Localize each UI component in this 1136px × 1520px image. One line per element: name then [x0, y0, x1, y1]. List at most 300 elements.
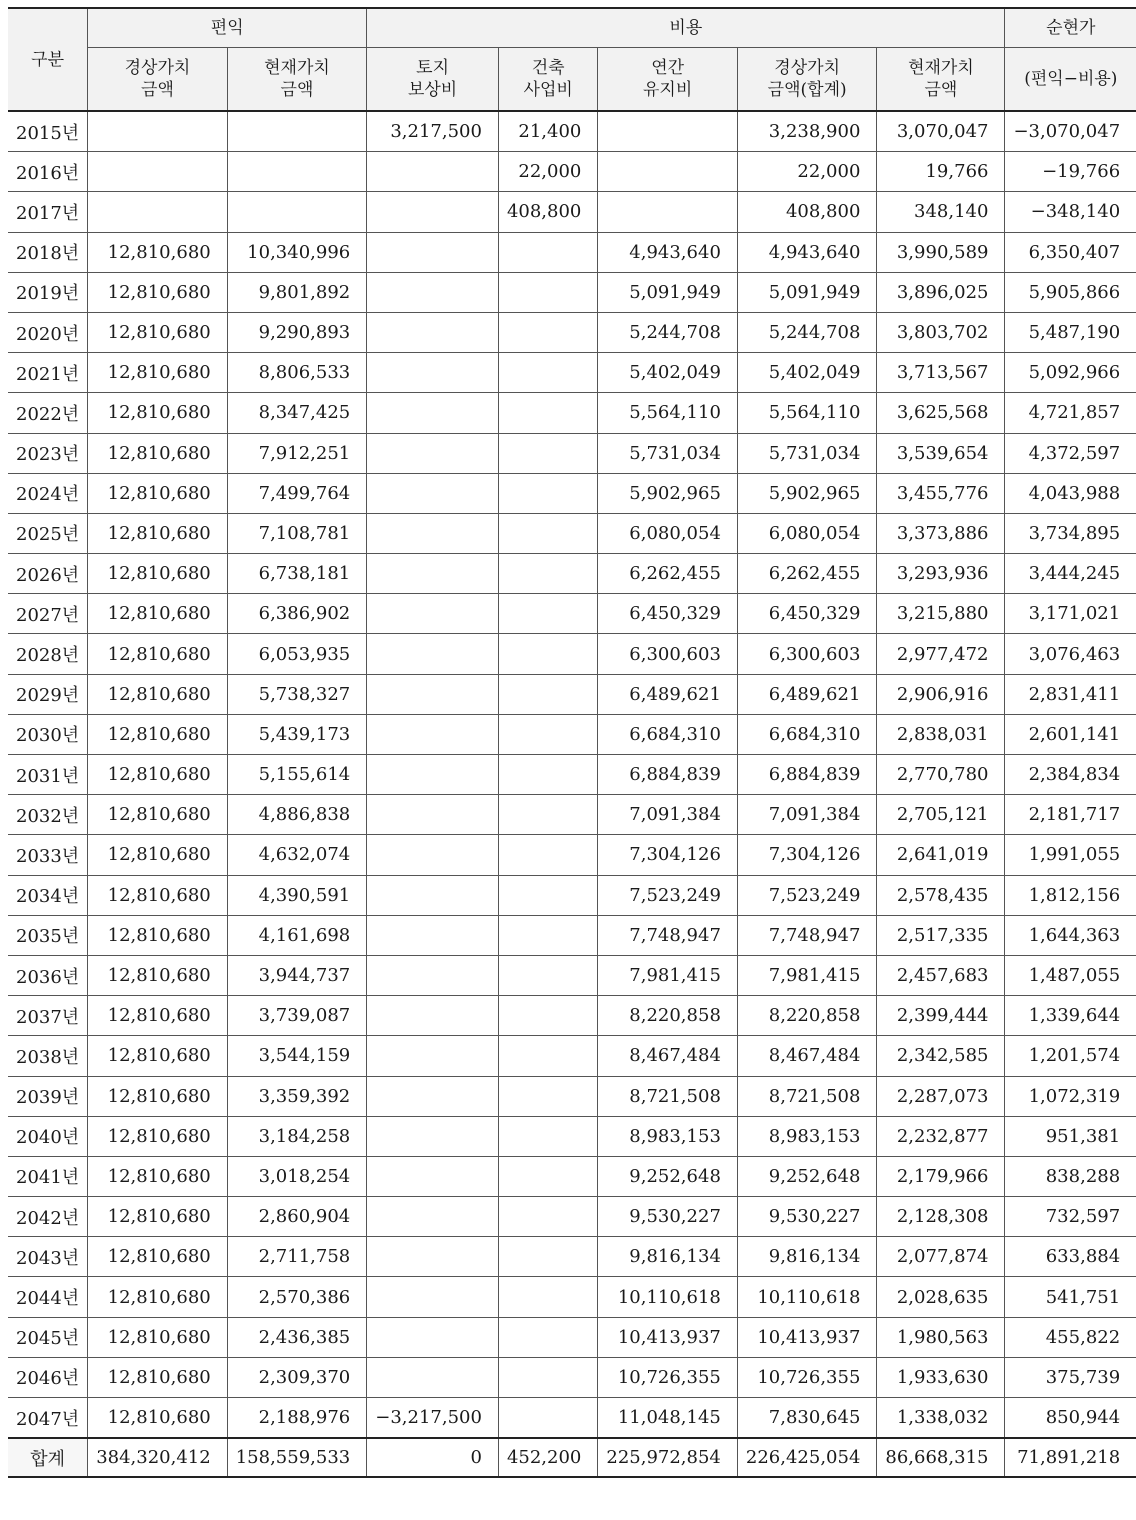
annual-maintenance-cell: 9,816,134 [598, 1237, 738, 1277]
table-row [8, 875, 1136, 915]
construction-cost-cell [498, 755, 597, 795]
npv-cell: 1,812,156 [1005, 875, 1136, 915]
cost-nominal-cell: 5,902,965 [737, 473, 877, 513]
benefit-nominal-cell: 12,810,680 [88, 393, 228, 433]
benefit-present-cell: 2,188,976 [227, 1398, 367, 1439]
cost-nominal-cell: 8,983,153 [737, 1116, 877, 1156]
benefit-present-cell [227, 192, 367, 232]
cost-present-cell: 19,766 [877, 152, 1005, 192]
npv-cell: 633,884 [1005, 1237, 1136, 1277]
construction-cost-cell [498, 1197, 597, 1237]
construction-cost-cell [498, 634, 597, 674]
annual-maintenance-cell: 9,530,227 [598, 1197, 738, 1237]
total-npv-cell: 71,891,218 [1005, 1438, 1136, 1477]
land-compensation-cell [367, 1197, 499, 1237]
npv-cell: 375,739 [1005, 1357, 1136, 1397]
cost-present-cell: 1,933,630 [877, 1357, 1005, 1397]
cost-present-cell: 3,070,047 [877, 111, 1005, 152]
benefit-nominal-cell [88, 192, 228, 232]
annual-maintenance-cell: 10,413,937 [598, 1317, 738, 1357]
benefit-nominal-cell: 12,810,680 [88, 674, 228, 714]
table-row [8, 1156, 1136, 1196]
benefit-nominal-cell: 12,810,680 [88, 755, 228, 795]
npv-cell: 2,831,411 [1005, 674, 1136, 714]
annual-maintenance-cell: 5,402,049 [598, 353, 738, 393]
cost-present-cell: 2,232,877 [877, 1116, 1005, 1156]
land-compensation-cell [367, 513, 499, 553]
cost-present-cell: 2,906,916 [877, 674, 1005, 714]
annual-maintenance-cell: 6,450,329 [598, 594, 738, 634]
table-row [8, 674, 1136, 714]
cost-present-cell: 2,077,874 [877, 1237, 1005, 1277]
total-annual-maintenance-cell: 225,972,854 [598, 1438, 738, 1477]
cost-present-cell: 3,625,568 [877, 393, 1005, 433]
benefit-present-cell: 2,309,370 [227, 1357, 367, 1397]
annual-maintenance-cell: 4,943,640 [598, 232, 738, 272]
annual-maintenance-cell: 6,684,310 [598, 714, 738, 754]
year-cell: 2018년 [8, 232, 88, 272]
year-cell: 2025년 [8, 513, 88, 553]
benefit-present-cell: 4,632,074 [227, 835, 367, 875]
benefit-nominal-cell: 12,810,680 [88, 1197, 228, 1237]
npv-cell: 850,944 [1005, 1398, 1136, 1439]
year-cell: 2033년 [8, 835, 88, 875]
benefit-present-cell: 9,801,892 [227, 272, 367, 312]
land-compensation-cell [367, 232, 499, 272]
benefit-present-cell: 3,544,159 [227, 1036, 367, 1076]
cost-present-cell: 2,179,966 [877, 1156, 1005, 1196]
cost-nominal-cell: 6,450,329 [737, 594, 877, 634]
year-cell: 2040년 [8, 1116, 88, 1156]
cost-present-cell: 3,713,567 [877, 353, 1005, 393]
cost-present-cell: 2,028,635 [877, 1277, 1005, 1317]
table-row [8, 192, 1136, 232]
table-container [8, 7, 1136, 1478]
table-row [8, 393, 1136, 433]
construction-cost-cell [498, 1398, 597, 1439]
year-cell: 2031년 [8, 755, 88, 795]
land-compensation-cell [367, 1237, 499, 1277]
table-row [8, 353, 1136, 393]
benefit-present-cell: 2,570,386 [227, 1277, 367, 1317]
year-cell: 2043년 [8, 1237, 88, 1277]
npv-cell: 5,905,866 [1005, 272, 1136, 312]
land-compensation-cell [367, 1116, 499, 1156]
construction-cost-cell [498, 554, 597, 594]
npv-cell: 1,339,644 [1005, 996, 1136, 1036]
npv-cell: 3,444,245 [1005, 554, 1136, 594]
year-cell: 2036년 [8, 955, 88, 995]
cost-nominal-cell: 6,489,621 [737, 674, 877, 714]
annual-maintenance-cell: 8,721,508 [598, 1076, 738, 1116]
cost-nominal-cell: 8,467,484 [737, 1036, 877, 1076]
benefit-nominal-cell: 12,810,680 [88, 433, 228, 473]
cost-present-cell: 3,455,776 [877, 473, 1005, 513]
benefit-nominal-cell [88, 152, 228, 192]
cost-present-cell: 2,287,073 [877, 1076, 1005, 1116]
benefit-present-cell: 3,359,392 [227, 1076, 367, 1116]
annual-maintenance-cell: 5,244,708 [598, 312, 738, 352]
construction-cost-cell [498, 1277, 597, 1317]
benefit-cost-table [8, 7, 1136, 1478]
land-compensation-cell: 3,217,500 [367, 111, 499, 152]
benefit-nominal-cell [88, 111, 228, 152]
header-benefit-present: 현재가치 금액 [227, 48, 367, 112]
land-compensation-cell [367, 1036, 499, 1076]
npv-cell: 1,072,319 [1005, 1076, 1136, 1116]
annual-maintenance-cell: 8,467,484 [598, 1036, 738, 1076]
land-compensation-cell [367, 1076, 499, 1116]
construction-cost-cell [498, 1317, 597, 1357]
cost-nominal-cell: 8,721,508 [737, 1076, 877, 1116]
annual-maintenance-cell: 6,489,621 [598, 674, 738, 714]
benefit-nominal-cell: 12,810,680 [88, 554, 228, 594]
benefit-present-cell: 8,347,425 [227, 393, 367, 433]
cost-nominal-cell: 5,731,034 [737, 433, 877, 473]
cost-nominal-cell: 7,830,645 [737, 1398, 877, 1439]
benefit-present-cell: 5,439,173 [227, 714, 367, 754]
npv-cell: 6,350,407 [1005, 232, 1136, 272]
table-row [8, 312, 1136, 352]
annual-maintenance-cell: 8,220,858 [598, 996, 738, 1036]
npv-cell: 2,384,834 [1005, 755, 1136, 795]
benefit-nominal-cell: 12,810,680 [88, 1237, 228, 1277]
cost-nominal-cell: 7,091,384 [737, 795, 877, 835]
year-cell: 2017년 [8, 192, 88, 232]
benefit-present-cell: 3,018,254 [227, 1156, 367, 1196]
year-cell: 2023년 [8, 433, 88, 473]
construction-cost-cell: 408,800 [498, 192, 597, 232]
benefit-nominal-cell: 12,810,680 [88, 272, 228, 312]
cost-nominal-cell: 6,262,455 [737, 554, 877, 594]
total-cost-present-cell: 86,668,315 [877, 1438, 1005, 1477]
cost-present-cell: 3,373,886 [877, 513, 1005, 553]
benefit-present-cell: 5,738,327 [227, 674, 367, 714]
cost-nominal-cell: 7,748,947 [737, 915, 877, 955]
construction-cost-cell [498, 513, 597, 553]
cost-present-cell: 3,293,936 [877, 554, 1005, 594]
npv-cell: 5,487,190 [1005, 312, 1136, 352]
benefit-present-cell: 4,161,698 [227, 915, 367, 955]
cost-nominal-cell: 5,402,049 [737, 353, 877, 393]
construction-cost-cell [498, 353, 597, 393]
benefit-present-cell: 4,886,838 [227, 795, 367, 835]
cost-present-cell: 3,990,589 [877, 232, 1005, 272]
annual-maintenance-cell: 7,981,415 [598, 955, 738, 995]
table-row [8, 152, 1136, 192]
land-compensation-cell [367, 393, 499, 433]
benefit-present-cell: 4,390,591 [227, 875, 367, 915]
benefit-present-cell: 5,155,614 [227, 755, 367, 795]
cost-nominal-cell: 10,110,618 [737, 1277, 877, 1317]
annual-maintenance-cell: 9,252,648 [598, 1156, 738, 1196]
benefit-nominal-cell: 12,810,680 [88, 1398, 228, 1439]
construction-cost-cell [498, 393, 597, 433]
benefit-present-cell: 6,053,935 [227, 634, 367, 674]
benefit-present-cell: 6,386,902 [227, 594, 367, 634]
cost-present-cell: 2,838,031 [877, 714, 1005, 754]
cost-nominal-cell: 408,800 [737, 192, 877, 232]
table-row [8, 634, 1136, 674]
table-row [8, 835, 1136, 875]
cost-nominal-cell: 7,981,415 [737, 955, 877, 995]
benefit-present-cell: 2,436,385 [227, 1317, 367, 1357]
table-row [8, 1317, 1136, 1357]
annual-maintenance-cell: 5,091,949 [598, 272, 738, 312]
table-row [8, 272, 1136, 312]
construction-cost-cell [498, 473, 597, 513]
benefit-nominal-cell: 12,810,680 [88, 513, 228, 553]
annual-maintenance-cell: 7,091,384 [598, 795, 738, 835]
table-body [8, 111, 1136, 1477]
benefit-present-cell [227, 152, 367, 192]
benefit-nominal-cell: 12,810,680 [88, 634, 228, 674]
header-category: 구분 [8, 8, 88, 111]
header-land-compensation: 토지 보상비 [367, 48, 499, 112]
benefit-nominal-cell: 12,810,680 [88, 955, 228, 995]
cost-present-cell: 348,140 [877, 192, 1005, 232]
land-compensation-cell [367, 1317, 499, 1357]
benefit-nominal-cell: 12,810,680 [88, 594, 228, 634]
table-row [8, 795, 1136, 835]
construction-cost-cell [498, 433, 597, 473]
year-cell: 2028년 [8, 634, 88, 674]
land-compensation-cell [367, 755, 499, 795]
year-cell: 2019년 [8, 272, 88, 312]
header-npv: 순현가 [1005, 8, 1136, 48]
land-compensation-cell [367, 915, 499, 955]
year-cell: 2047년 [8, 1398, 88, 1439]
cost-nominal-cell: 22,000 [737, 152, 877, 192]
annual-maintenance-cell: 6,262,455 [598, 554, 738, 594]
cost-present-cell: 2,977,472 [877, 634, 1005, 674]
cost-nominal-cell: 6,300,603 [737, 634, 877, 674]
land-compensation-cell [367, 674, 499, 714]
header-cost: 비용 [367, 8, 1005, 48]
cost-present-cell: 2,770,780 [877, 755, 1005, 795]
table-header [8, 8, 1136, 111]
npv-cell: 5,092,966 [1005, 353, 1136, 393]
benefit-present-cell: 2,860,904 [227, 1197, 367, 1237]
cost-present-cell: 1,338,032 [877, 1398, 1005, 1439]
total-row [8, 1438, 1136, 1477]
benefit-present-cell: 3,739,087 [227, 996, 367, 1036]
land-compensation-cell [367, 433, 499, 473]
cost-present-cell: 2,517,335 [877, 915, 1005, 955]
land-compensation-cell [367, 353, 499, 393]
annual-maintenance-cell: 10,110,618 [598, 1277, 738, 1317]
npv-cell: 3,734,895 [1005, 513, 1136, 553]
benefit-nominal-cell: 12,810,680 [88, 1317, 228, 1357]
cost-nominal-cell: 7,523,249 [737, 875, 877, 915]
header-cost-present: 현재가치 금액 [877, 48, 1005, 112]
land-compensation-cell [367, 192, 499, 232]
table-row [8, 1237, 1136, 1277]
benefit-nominal-cell: 12,810,680 [88, 312, 228, 352]
land-compensation-cell [367, 312, 499, 352]
table-row [8, 714, 1136, 754]
benefit-present-cell: 6,738,181 [227, 554, 367, 594]
cost-nominal-cell: 3,238,900 [737, 111, 877, 152]
table-row [8, 1036, 1136, 1076]
table-row [8, 232, 1136, 272]
construction-cost-cell [498, 594, 597, 634]
benefit-present-cell: 10,340,996 [227, 232, 367, 272]
benefit-nominal-cell: 12,810,680 [88, 835, 228, 875]
benefit-present-cell: 2,711,758 [227, 1237, 367, 1277]
land-compensation-cell [367, 594, 499, 634]
year-cell: 2034년 [8, 875, 88, 915]
annual-maintenance-cell: 11,048,145 [598, 1398, 738, 1439]
cost-nominal-cell: 5,564,110 [737, 393, 877, 433]
npv-cell: 455,822 [1005, 1317, 1136, 1357]
npv-cell: 1,991,055 [1005, 835, 1136, 875]
land-compensation-cell [367, 634, 499, 674]
table-row [8, 473, 1136, 513]
benefit-nominal-cell: 12,810,680 [88, 1156, 228, 1196]
benefit-nominal-cell: 12,810,680 [88, 915, 228, 955]
year-cell: 2037년 [8, 996, 88, 1036]
cost-present-cell: 1,980,563 [877, 1317, 1005, 1357]
npv-cell: 951,381 [1005, 1116, 1136, 1156]
cost-nominal-cell: 9,252,648 [737, 1156, 877, 1196]
cost-present-cell: 2,399,444 [877, 996, 1005, 1036]
land-compensation-cell [367, 714, 499, 754]
benefit-present-cell: 3,944,737 [227, 955, 367, 995]
annual-maintenance-cell: 7,304,126 [598, 835, 738, 875]
land-compensation-cell [367, 1357, 499, 1397]
year-cell: 2016년 [8, 152, 88, 192]
benefit-present-cell [227, 111, 367, 152]
year-cell: 2046년 [8, 1357, 88, 1397]
cost-present-cell: 3,896,025 [877, 272, 1005, 312]
cost-present-cell: 2,342,585 [877, 1036, 1005, 1076]
construction-cost-cell [498, 714, 597, 754]
year-cell: 2045년 [8, 1317, 88, 1357]
npv-cell: −3,070,047 [1005, 111, 1136, 152]
year-cell: 2030년 [8, 714, 88, 754]
year-cell: 2022년 [8, 393, 88, 433]
cost-present-cell: 3,539,654 [877, 433, 1005, 473]
benefit-present-cell: 7,912,251 [227, 433, 367, 473]
total-construction-cost-cell: 452,200 [498, 1438, 597, 1477]
table-row [8, 433, 1136, 473]
land-compensation-cell [367, 1156, 499, 1196]
benefit-nominal-cell: 12,810,680 [88, 795, 228, 835]
land-compensation-cell [367, 955, 499, 995]
cost-present-cell: 2,641,019 [877, 835, 1005, 875]
annual-maintenance-cell: 6,884,839 [598, 755, 738, 795]
header-construction-cost: 건축 사업비 [498, 48, 597, 112]
benefit-present-cell: 8,806,533 [227, 353, 367, 393]
table-row [8, 955, 1136, 995]
year-cell: 2044년 [8, 1277, 88, 1317]
npv-cell: −19,766 [1005, 152, 1136, 192]
table-row [8, 915, 1136, 955]
table-row [8, 996, 1136, 1036]
year-cell: 2032년 [8, 795, 88, 835]
table-row [8, 1197, 1136, 1237]
cost-nominal-cell: 8,220,858 [737, 996, 877, 1036]
land-compensation-cell: −3,217,500 [367, 1398, 499, 1439]
npv-cell: −348,140 [1005, 192, 1136, 232]
header-benefit: 편익 [88, 8, 367, 48]
table-row [8, 111, 1136, 152]
construction-cost-cell [498, 996, 597, 1036]
total-label: 합계 [8, 1438, 88, 1477]
year-cell: 2041년 [8, 1156, 88, 1196]
year-cell: 2029년 [8, 674, 88, 714]
table-row [8, 554, 1136, 594]
table-row [8, 1398, 1136, 1439]
npv-cell: 2,601,141 [1005, 714, 1136, 754]
cost-present-cell: 2,128,308 [877, 1197, 1005, 1237]
npv-cell: 4,372,597 [1005, 433, 1136, 473]
annual-maintenance-cell: 6,080,054 [598, 513, 738, 553]
construction-cost-cell [498, 272, 597, 312]
cost-nominal-cell: 4,943,640 [737, 232, 877, 272]
construction-cost-cell: 22,000 [498, 152, 597, 192]
year-cell: 2015년 [8, 111, 88, 152]
year-cell: 2026년 [8, 554, 88, 594]
land-compensation-cell [367, 835, 499, 875]
npv-cell: 732,597 [1005, 1197, 1136, 1237]
construction-cost-cell: 21,400 [498, 111, 597, 152]
total-benefit-present-cell: 158,559,533 [227, 1438, 367, 1477]
land-compensation-cell [367, 554, 499, 594]
npv-cell: 838,288 [1005, 1156, 1136, 1196]
construction-cost-cell [498, 1036, 597, 1076]
construction-cost-cell [498, 1237, 597, 1277]
construction-cost-cell [498, 1116, 597, 1156]
header-annual-maintenance: 연간 유지비 [598, 48, 738, 112]
npv-cell: 4,721,857 [1005, 393, 1136, 433]
npv-cell: 1,644,363 [1005, 915, 1136, 955]
year-cell: 2024년 [8, 473, 88, 513]
npv-cell: 541,751 [1005, 1277, 1136, 1317]
cost-nominal-cell: 9,816,134 [737, 1237, 877, 1277]
annual-maintenance-cell: 5,564,110 [598, 393, 738, 433]
benefit-present-cell: 7,499,764 [227, 473, 367, 513]
table-row [8, 755, 1136, 795]
cost-nominal-cell: 9,530,227 [737, 1197, 877, 1237]
year-cell: 2039년 [8, 1076, 88, 1116]
header-benefit-nominal: 경상가치 금액 [88, 48, 228, 112]
benefit-nominal-cell: 12,810,680 [88, 232, 228, 272]
construction-cost-cell [498, 835, 597, 875]
benefit-nominal-cell: 12,810,680 [88, 996, 228, 1036]
construction-cost-cell [498, 875, 597, 915]
benefit-nominal-cell: 12,810,680 [88, 1076, 228, 1116]
annual-maintenance-cell: 7,748,947 [598, 915, 738, 955]
annual-maintenance-cell [598, 152, 738, 192]
npv-cell: 1,487,055 [1005, 955, 1136, 995]
cost-present-cell: 2,578,435 [877, 875, 1005, 915]
benefit-nominal-cell: 12,810,680 [88, 1036, 228, 1076]
annual-maintenance-cell: 5,731,034 [598, 433, 738, 473]
cost-nominal-cell: 6,080,054 [737, 513, 877, 553]
cost-nominal-cell: 5,244,708 [737, 312, 877, 352]
cost-nominal-cell: 5,091,949 [737, 272, 877, 312]
benefit-nominal-cell: 12,810,680 [88, 714, 228, 754]
construction-cost-cell [498, 674, 597, 714]
land-compensation-cell [367, 473, 499, 513]
construction-cost-cell [498, 915, 597, 955]
npv-cell: 1,201,574 [1005, 1036, 1136, 1076]
year-cell: 2042년 [8, 1197, 88, 1237]
cost-nominal-cell: 6,884,839 [737, 755, 877, 795]
npv-cell: 3,171,021 [1005, 594, 1136, 634]
